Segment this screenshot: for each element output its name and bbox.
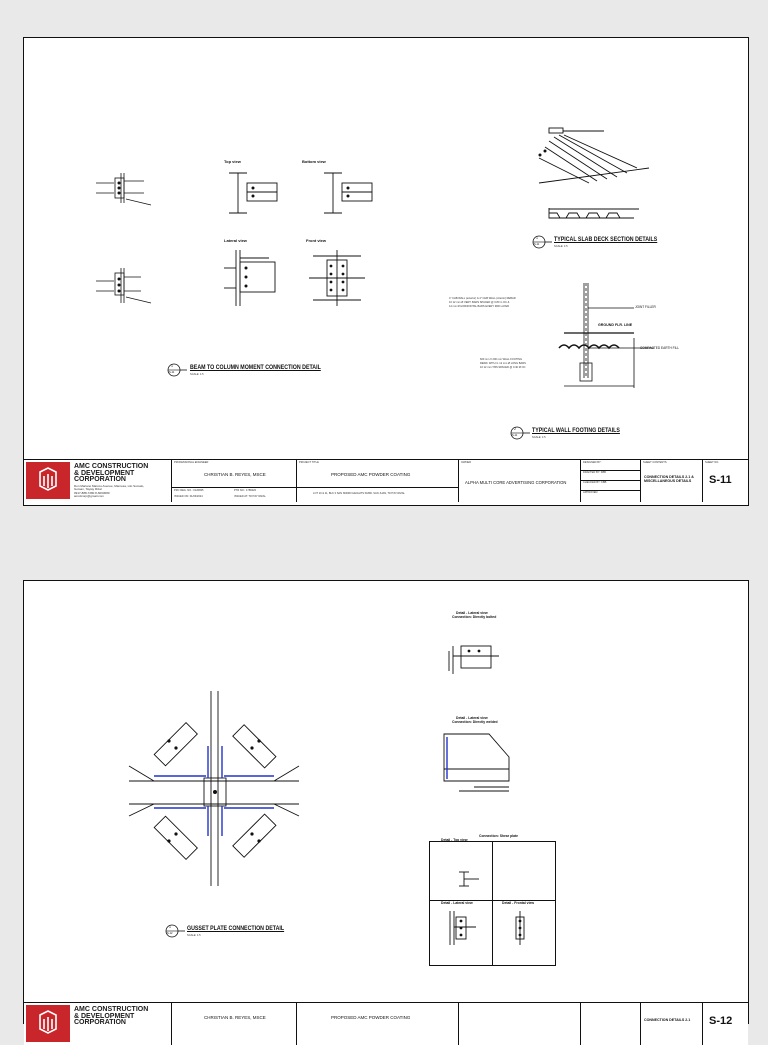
beam-column-title: BEAM TO COLUMN MOMENT CONNECTION DETAIL (190, 364, 321, 371)
sheet-number: S-11 (709, 474, 732, 486)
wall-footing-scale: SCALE: 1:5 (532, 436, 546, 439)
lat-bolted-label-1: Detail - Lateral view (456, 611, 488, 615)
gusset-callout-sheet: S-12 (167, 932, 173, 935)
front-view-label: Front view (306, 238, 327, 243)
wall-footing-callout-number: 2 (514, 427, 516, 431)
sheet-contents-cell-s12: CONNECTION DETAILS 2.1 (640, 1003, 702, 1045)
gusset-plate-drawing (124, 686, 309, 891)
company-address: Don Mariano Marcos Avenue, Manresa, Lilo Sumalo, Gotoan, Taytay Rizal 0917-888-7280 8-6063080 amcdcorp@gmail.com (74, 484, 145, 499)
footing-note-2: REINF. WITH 3- 12 mm Ø LONG BARS (480, 362, 526, 365)
owner-cell-s12 (458, 1003, 580, 1045)
project-title: PROPOSED AMC POWDER COATING (331, 472, 411, 477)
owner-name: ALPHA MULTI CORE ADVERTISING CORPORATION (465, 480, 567, 485)
slab-deck-title: TYPICAL SLAB DECK SECTION DETAILS (554, 236, 658, 243)
sheet-number-cell-s12: S-12 (702, 1003, 750, 1045)
engineer-cell-s12: CHRISTIAN B. REYES, MSCE (171, 1003, 296, 1045)
sheet-contents: CONNECTION DETAILS 2.1 & MISCELLANEOUS DETAILS (644, 475, 694, 484)
lateral-bolted-drawing (439, 636, 509, 676)
compacted-fill-label: COMPACTED EARTH FILL (640, 346, 680, 350)
joint-filler-label: JOINT FILLER (635, 305, 656, 309)
beam-column-callout-number: 1 (171, 364, 173, 368)
wall-footing-callout-sheet: S-11 (512, 434, 518, 437)
footing-note-1: 600 mm X 200 mm WALL FOOTING (480, 358, 523, 361)
bottom-view-label: Bottom view (302, 159, 326, 164)
wall-footing-drawing (524, 278, 684, 398)
title-block (24, 459, 748, 502)
shear-plate-lateral-drawing (442, 909, 482, 949)
shear-plate-top-drawing (454, 869, 484, 889)
lateral-view-drawing (214, 248, 289, 308)
top-view-label: Top view (224, 159, 241, 164)
lat-welded-label-2: Connection: Directly welded (452, 720, 498, 724)
engineer-cell: PROFESSIONAL ENGINEER CHRISTIAN B. REYES, MSCE PRC REG. NO.: 0126835 PTR NO.: 1786020 ISSUED ON: 01/03/2024 ISSUED AT: TAYTAY RIZAL (171, 460, 296, 502)
drawing-sheet-s11 (23, 37, 749, 506)
ground-line-label: GROUND FLR. LINE (598, 323, 633, 327)
gusset-callout-number: 1 (169, 925, 171, 929)
footing-note-3: 10 12 mm T.BS SPACED @ 0.40 M OC (480, 366, 526, 369)
wall-spec-note-2: 10 12 mm Ø VERT. BARS SPACED @ 0.80 m OC & (449, 301, 510, 304)
sheet-contents-cell: SHEET CONTENTS CONNECTION DETAILS 2.1 & MISCELLANEOUS DETAILS (640, 460, 702, 502)
project-cell-s12: PROPOSED AMC POWDER COATING (296, 1003, 458, 1045)
wall-footing-title: TYPICAL WALL FOOTING DETAILS (532, 427, 620, 434)
shear-plate-label: Connection: Shear plate (479, 834, 518, 838)
sheet-number-cell: SHEET NO. S-11 (702, 460, 750, 502)
owner-cell: OWNER ALPHA MULTI CORE ADVERTISING CORPORATION (458, 460, 580, 502)
slab-deck-callout-sheet: S-11 (534, 243, 540, 246)
beam-column-detail-small-bottom (86, 263, 176, 313)
detail-lateral-view-label: Detail - Lateral view (441, 901, 473, 905)
gusset-scale: SCALE: 1:5 (187, 934, 201, 937)
front-view-drawing (299, 248, 379, 308)
beam-column-callout-bubble (167, 363, 187, 377)
beam-column-callout-sheet: S-11 (169, 371, 175, 374)
gusset-title: GUSSET PLATE CONNECTION DETAIL (187, 925, 285, 932)
detail-frontal-view-label: Detail - Frontal view (502, 901, 535, 905)
lat-bolted-label-2: Connection: Directly bolted (452, 615, 497, 619)
wall-spec-note-1: 4" CHB WALL (exterior) & 4" CHB WALL (interior) REBAR (449, 297, 516, 300)
lat-welded-label-1: Detail - Lateral view (456, 716, 488, 720)
bottom-view-drawing (319, 168, 389, 218)
shear-plate-frontal-drawing (504, 909, 544, 949)
slab-deck-scale: SCALE: 1:5 (554, 245, 568, 248)
project-location: LOT 10 & 11, BLK 3 SAN ISIDRO HEIGHTS SUBD. SAN JUAN, TAYTAY RIZAL (313, 492, 405, 495)
slab-deck-drawing (509, 123, 659, 228)
wall-spec-note-3: 12 mm Ø HORIZONTAL BARS EVERY 3RD LAYER (449, 305, 509, 308)
lateral-view-label: Lateral view (224, 238, 247, 243)
company-name-s12: AMC CONSTRUCTION & DEVELOPMENT CORPORATION (74, 1006, 149, 1027)
lateral-welded-drawing (429, 729, 539, 799)
approvals-cell: DESIGNED BY: DRAFTED BY: KBB CHECKED BY: KBB APPROVED: (580, 460, 640, 502)
slab-deck-callout-bubble (532, 235, 552, 249)
beam-column-scale: SCALE: 1:5 (190, 373, 204, 376)
slab-deck-callout-number: 1 (536, 236, 538, 240)
wall-footing-callout-bubble (510, 426, 530, 440)
drawing-sheet-s12 (23, 580, 749, 1027)
beam-column-detail-small-top (86, 163, 176, 213)
gusset-callout-bubble (165, 924, 185, 938)
approvals-cell-s12 (580, 1003, 640, 1045)
company-name: AMC CONSTRUCTION & DEVELOPMENT CORPORATION (74, 463, 149, 484)
top-view-drawing (219, 168, 289, 218)
project-cell: PROJECT TITLE PROPOSED AMC POWDER COATING LOT 10 & 11, BLK 3 SAN ISIDRO HEIGHTS SUBD. SAN JUAN, TAYTAY RIZAL (296, 460, 458, 502)
detail-top-view-label: Detail - Top view (441, 838, 468, 842)
engineer-name: CHRISTIAN B. REYES, MSCE (204, 472, 266, 477)
company-logo (26, 462, 70, 499)
